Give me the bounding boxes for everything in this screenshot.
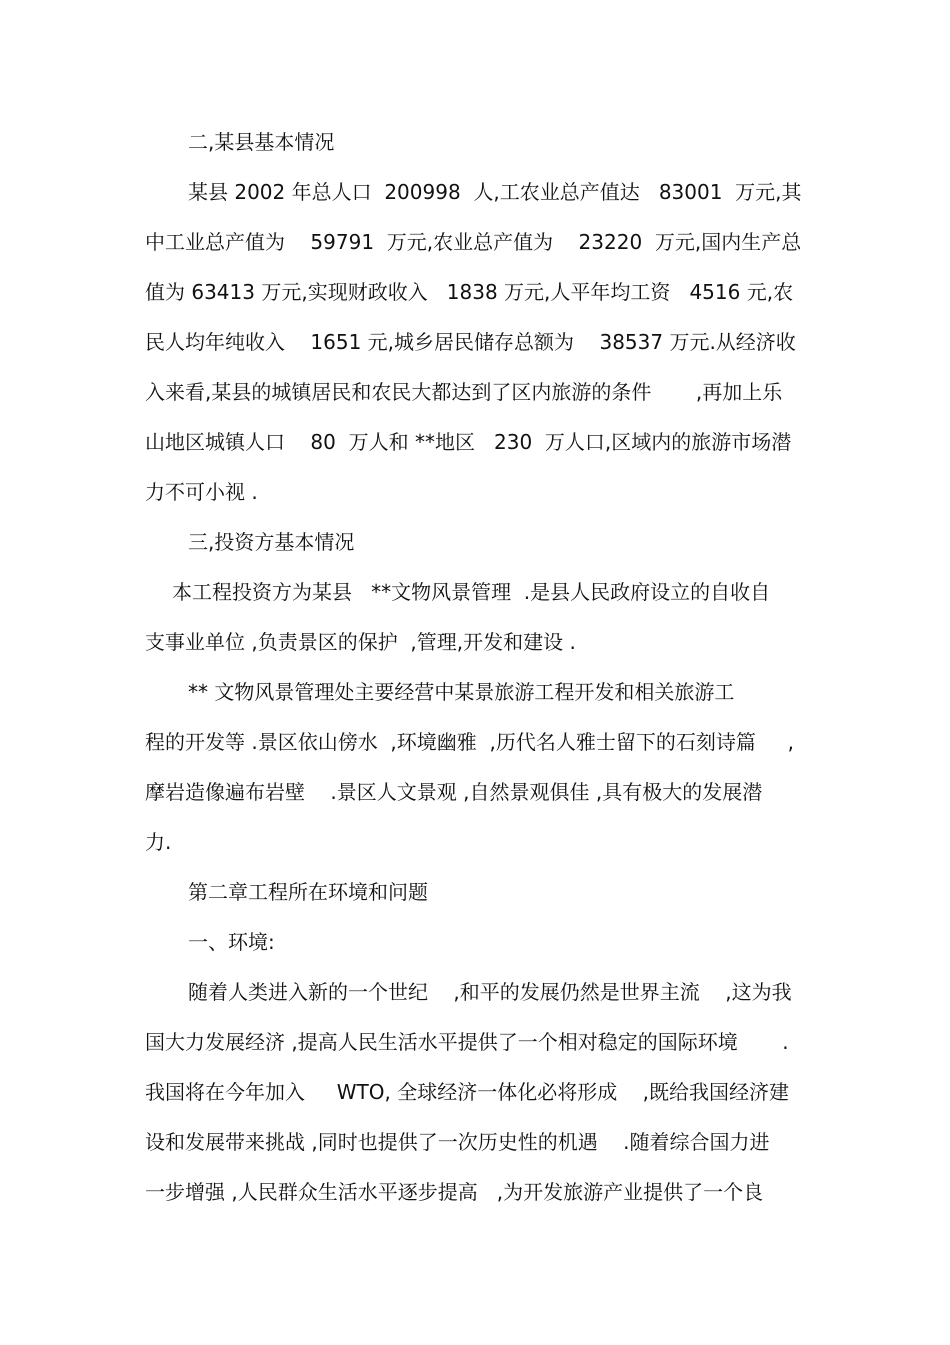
- paragraph-line: 中工业总产值为 59791 万元,农业总产值为 23220 万元,国内生产总: [145, 230, 802, 254]
- paragraph-line: 支事业单位 ,负责景区的保护 ,管理,开发和建设 .: [145, 630, 576, 654]
- paragraph-line: 民人均年纯收入 1651 元,城乡居民储存总额为 38537 万元.从经济收: [145, 330, 796, 354]
- paragraph-line: 我国将在今年加入 WTO, 全球经济一体化必将形成 ,既给我国经济建: [145, 1080, 790, 1104]
- paragraph-line: 本工程投资方为某县 **文物风景管理 .是县人民政府设立的自收自: [172, 580, 771, 604]
- paragraph-line: 设和发展带来挑战 ,同时也提供了一次历史性的机遇 .随着综合国力进: [145, 1130, 770, 1154]
- paragraph-line: 力.: [145, 830, 172, 854]
- paragraph-line: 力不可小视 .: [145, 480, 258, 504]
- paragraph-line: 山地区城镇人口 80 万人和 **地区 230 万人口,区域内的旅游市场潜: [145, 430, 792, 454]
- section-heading-environment: 一、环境:: [188, 930, 275, 954]
- section-heading-county: 二,某县基本情况: [188, 130, 335, 154]
- paragraph-line: 随着人类进入新的一个世纪 ,和平的发展仍然是世界主流 ,这为我: [188, 980, 792, 1004]
- paragraph-line: 值为 63413 万元,实现财政收入 1838 万元,人平年均工资 4516 元,农: [145, 280, 794, 304]
- paragraph-line: 入来看,某县的城镇居民和农民大都达到了区内旅游的条件 ,再加上乐: [145, 380, 783, 404]
- paragraph-line: 某县 2002 年总人口 200998 人,工农业总产值达 83001 万元,其: [188, 180, 802, 204]
- paragraph-line: 国大力发展经济 ,提高人民生活水平提供了一个相对稳定的国际环境 .: [145, 1030, 789, 1054]
- paragraph-line: 程的开发等 .景区依山傍水 ,环境幽雅 ,历代名人雅士留下的石刻诗篇 ,: [145, 730, 795, 754]
- paragraph-line: 摩岩造像遍布岩壁 .景区人文景观 ,自然景观俱佳 ,具有极大的发展潜: [145, 780, 763, 804]
- paragraph-line: 一步增强 ,人民群众生活水平逐步提高 ,为开发旅游产业提供了一个良: [145, 1180, 764, 1204]
- chapter-heading: 第二章工程所在环境和问题: [188, 880, 428, 904]
- paragraph-line: ** 文物风景管理处主要经营中某景旅游工程开发和相关旅游工: [188, 680, 735, 704]
- section-heading-investor: 三,投资方基本情况: [188, 530, 355, 554]
